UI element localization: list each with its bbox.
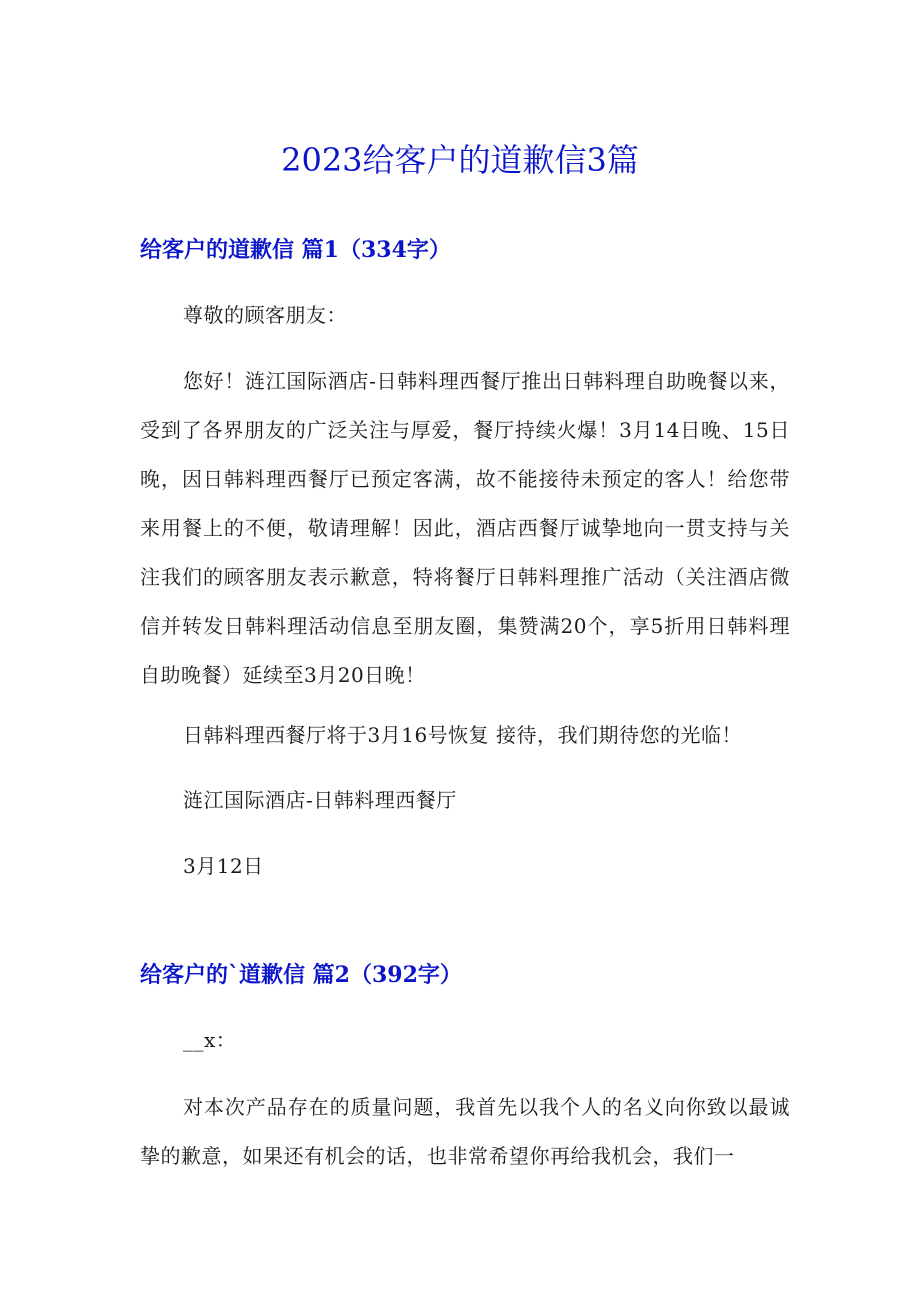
section-2-salutation: __x： [183, 1028, 237, 1052]
section-1-notice: 日韩料理西餐厅将于3月16号恢复 接待，我们期待您的光临！ [183, 723, 743, 747]
section-1-salutation: 尊敬的顾客朋友： [183, 303, 347, 327]
section-2-heading: 给客户的`道歉信 篇2（392字） [140, 962, 462, 988]
document-title: 2023给客户的道歉信3篇 [281, 141, 639, 179]
section-1-heading: 给客户的道歉信 篇1（334字） [140, 237, 451, 263]
section-1-date: 3月12日 [183, 854, 264, 878]
section-2-body: 对本次产品存在的质量问题，我首先以我个人的名义向你致以最诚挚的歉意，如果还有机会的话，也非常希望你再给我机会，我们一 [140, 1095, 790, 1168]
section-1-body: 您好！涟江国际酒店-日韩料理西餐厅推出日韩料理自助晚餐以来，受到了各界朋友的广泛关注与厚爱，餐厅持续火爆！3月14日晚、15日晚，因日韩料理西餐厅已预定客满，故不能接待未预定的客人！给您带来用餐上的不便，敬请理解！因此，酒店西餐厅诚挚地向一贯支持与关注我们的顾客朋友表示歉意，特将餐厅日韩料理推广活动（关注酒店微信并转发日韩料理活动信息至朋友圈，集赞满20个，享5折用日韩料理自助晚餐）延续至3月20日晚！ [140, 369, 790, 687]
section-1-signature: 涟江国际酒店-日韩料理西餐厅 [183, 788, 457, 812]
